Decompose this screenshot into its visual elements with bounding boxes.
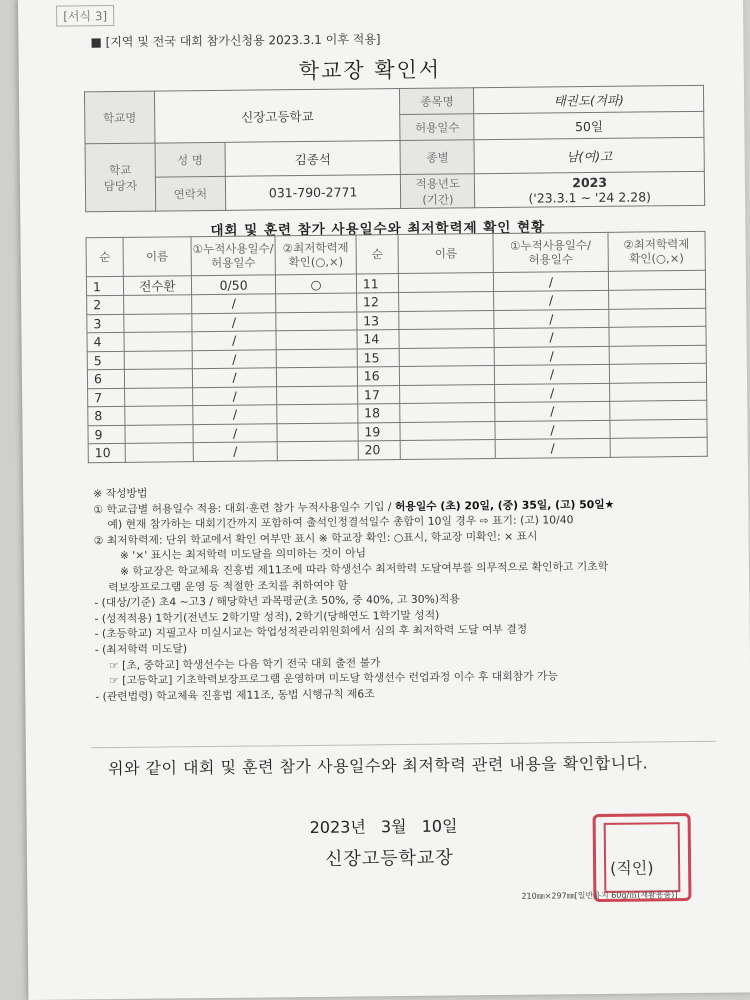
- name-label: 성 명: [155, 142, 225, 177]
- cell-days: /: [495, 383, 609, 403]
- cell-check: [277, 367, 358, 386]
- phone-label: 연락처: [155, 176, 225, 211]
- cell-no: 20: [358, 441, 401, 460]
- note-1: ① 학교급별 허용일수 적용: 대회·훈련 참가 누적사용일수 기입 / 허용일수 (초) 20일, (중) 35일, (고) 50일★: [93, 497, 615, 516]
- cell-days: /: [192, 386, 277, 405]
- cell-check: [276, 330, 357, 349]
- school-contact-label: 학교 담당자: [85, 143, 156, 212]
- col-days-right: ①누적사용일수/ 허용일수: [493, 232, 608, 272]
- cell-name: [399, 310, 494, 329]
- cell-days: /: [192, 331, 277, 350]
- cell-name: [125, 443, 193, 462]
- cell-check: [276, 293, 357, 312]
- cell-check: [277, 404, 358, 423]
- cell-name: [124, 350, 192, 369]
- cell-days: /: [192, 368, 277, 387]
- cell-no: 17: [357, 385, 400, 404]
- col-no-right: 순: [356, 235, 399, 274]
- cell-check: ○: [276, 274, 357, 294]
- cell-no: 6: [87, 369, 124, 388]
- col-no-left: 순: [86, 237, 123, 276]
- cell-no: 8: [88, 406, 125, 425]
- cell-check: [276, 311, 357, 330]
- cell-days: /: [495, 364, 609, 384]
- cell-check: [277, 422, 358, 441]
- cell-no: 12: [356, 293, 399, 312]
- cell-check: [608, 270, 706, 290]
- col-academic-left: ②최저학력제 확인(○,×): [275, 235, 356, 275]
- school-info-table: [84, 85, 705, 212]
- cell-days: /: [191, 294, 276, 313]
- cell-name: [124, 295, 192, 314]
- cell-days: /: [495, 438, 609, 458]
- cell-check: [608, 289, 706, 309]
- cell-name: [400, 403, 495, 422]
- cell-name: [399, 329, 494, 348]
- phone-value: 031-790-2771: [225, 175, 401, 211]
- status-section-title: 대회 및 훈련 참가 사용일수와 최저학력제 확인 현황: [210, 219, 546, 239]
- cell-name: [399, 366, 494, 385]
- cell-check: [609, 400, 707, 420]
- cell-days: /: [494, 271, 608, 291]
- cell-check: [277, 348, 358, 367]
- principal-signature: 신장고등학교장: [324, 847, 454, 870]
- cell-no: 11: [356, 274, 399, 293]
- cell-name: [125, 424, 193, 443]
- seal-label: (직인): [610, 858, 654, 878]
- document-page: [18, 0, 750, 1000]
- cell-check: [608, 308, 706, 328]
- cell-no: 2: [87, 295, 124, 314]
- cell-check: [609, 345, 707, 365]
- period-label: 적용년도 (기간): [401, 174, 475, 209]
- col-name-right: 이름: [398, 234, 494, 274]
- cell-days: /: [495, 420, 609, 440]
- cell-no: 5: [87, 351, 124, 370]
- cell-name: [125, 406, 193, 425]
- cell-check: [610, 419, 708, 439]
- divider: [91, 741, 716, 749]
- allowed-days-label: 허용일수: [400, 114, 474, 141]
- cell-no: 13: [357, 311, 400, 330]
- instructions: ※ 작성방법 ① 학교급별 허용일수 적용: 대회·훈련 참가 누적사용일수 기입 / 허용일수 (초) 20일, (중) 35일, (고) 50일★ 예) 현재 참가하는 대회기간까지 포함하여 출석인정결석일수 총합이 10일 경우 ⇨ 표기: (고) 10/40 ② 최저학력제: 단위 학교에서 확인 여부만 표시 ※ 학교장 확인: ○표시, 학교장 미확인: × 표시 ※ '×' 표시는 최저학력 미도달을 의미하는 것이 아님 ※ 학교장은 학교체육 진흥법 제11조에 따라 학생선수 최저학력 도달여부를 의무적으로 확인하고 기초학 력보장프로그램 운영 등 적절한 조치를 취하여야 함 - (대상/기준) 초4 ~고3 / 해당학년 과목평균(초 50%, 중 40%, 고 30%)적용 - (성적적용) 1학기(전년도 2학기말 성적), 2학기(당해연도 1학기말 성적) - (초등학교) 지필고사 미실시교는 학업성적관리위원회에서 심의 후 최저학력 도달 여부 결정 - (최저학력 미도달) ☞ [초, 중학교] 학생선수는 다음 학기 전국 대회 출전 불가 ☞ [고등학교] 기초학력보장프로그램 운영하며 미도달 학생선수 런업과정 이수 후 대회참가 가능 - (관련법령) 학교체육 진흥법 제11조, 동법 시행규칙 제6조: [93, 486, 615, 703]
- cell-no: 7: [88, 388, 125, 407]
- cell-days: /: [193, 442, 278, 461]
- allowed-days-value: 50일: [474, 111, 704, 139]
- issue-date: 2023년 3월 10일: [309, 816, 458, 837]
- form-number: [서식 3]: [56, 5, 114, 27]
- category-label: 종별: [400, 140, 474, 175]
- cell-check: [609, 326, 707, 346]
- cell-days: /: [495, 401, 609, 421]
- cell-name: [124, 313, 192, 332]
- cell-days: /: [494, 290, 608, 310]
- cell-days: /: [494, 346, 608, 366]
- cell-name: [124, 332, 192, 351]
- cell-no: 1: [86, 276, 123, 295]
- school-name-label: 학교명: [84, 91, 154, 144]
- cell-check: [610, 437, 708, 457]
- paper-spec: 210㎜×297㎜[일반용지 60g/㎡(재활용품)]: [521, 890, 678, 901]
- period-value: 2023 ('23.3.1 ~ '24 2.28): [475, 171, 705, 207]
- cell-no: 4: [87, 332, 124, 351]
- cell-name: 전수환: [123, 276, 191, 296]
- form-scope-note: ■ [지역 및 전국 대회 참가신청용 2023.3.1 이후 적용]: [90, 32, 381, 50]
- cell-name: [400, 440, 495, 459]
- cell-days: /: [193, 423, 278, 442]
- document-title: 학교장 확인서: [298, 57, 442, 84]
- cell-name: [399, 292, 494, 311]
- cell-days: /: [192, 312, 277, 331]
- cell-no: 10: [88, 443, 125, 462]
- sport-value: 태권도(겨파): [474, 85, 704, 113]
- cell-days: /: [494, 309, 608, 329]
- cell-no: 19: [358, 422, 401, 441]
- cell-days: /: [193, 405, 278, 424]
- cell-no: 16: [357, 367, 400, 386]
- cell-days: 0/50: [191, 275, 276, 295]
- confirmation-text: 위와 같이 대회 및 훈련 참가 사용일수와 최저학력 관련 내용을 확인합니다.: [107, 753, 649, 779]
- cell-no: 14: [357, 330, 400, 349]
- school-name-value: 신장고등학교: [154, 89, 400, 144]
- cell-name: [124, 369, 192, 388]
- col-academic-right: ②최저학력제 확인(○,×): [608, 231, 706, 271]
- cell-name: [398, 273, 493, 293]
- cell-days: /: [494, 327, 608, 347]
- col-name-left: 이름: [123, 237, 191, 277]
- cell-name: [399, 347, 494, 366]
- cell-name: [125, 387, 193, 406]
- cell-check: [609, 382, 707, 402]
- name-value: 김종석: [225, 141, 401, 177]
- cell-no: 15: [357, 348, 400, 367]
- sport-label: 종목명: [400, 88, 474, 115]
- cell-check: [278, 441, 359, 460]
- cell-days: /: [192, 349, 277, 368]
- col-days-left: ①누적사용일수/ 허용일수: [191, 236, 276, 276]
- cell-check: [609, 363, 707, 383]
- cell-no: 18: [358, 404, 401, 423]
- cell-check: [277, 385, 358, 404]
- cell-no: 9: [88, 425, 125, 444]
- status-table: [85, 231, 707, 463]
- cell-name: [400, 384, 495, 403]
- category-value: 남(여)고: [474, 137, 704, 173]
- cell-no: 3: [87, 314, 124, 333]
- cell-name: [400, 421, 495, 440]
